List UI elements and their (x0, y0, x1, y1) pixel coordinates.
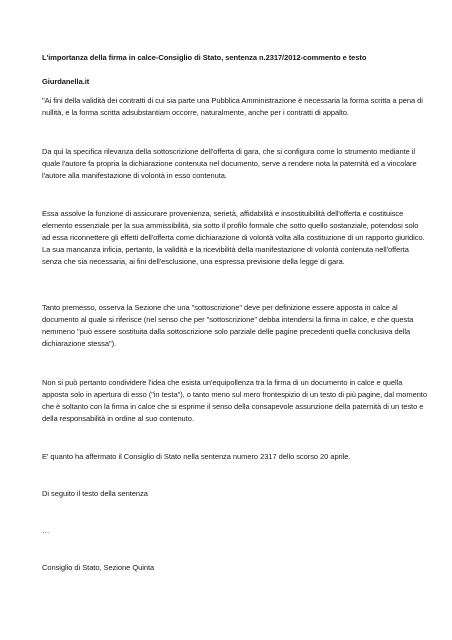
paragraph-7: Di seguito il testo della sentenza (42, 489, 148, 498)
paragraph-3: Essa assolve la funzione di assicurare provenienza, serietà, affidabilità e insostituibilità dell'offerta e costituisce elemento essenziale per la sua ammissibilità, sia sotto il profilo formale che sotto quello sostanziale, potendosi solo ad essa riconnettere gli effetti dell'offerta come dichiarazione di volontà volta alla costituzione di un rapporto giuridico. La sua mancanza inficia, pertanto, la validità e la ricevibilità della manifestazione di volontà contenuta nell'offerta senza che sia necessaria, ai fini dell'esclusione, una espressa previsione della legge di gara. (42, 209, 425, 266)
paragraph-1: "Ai fini della validità dei contratti di cui sia parte una Pubblica Amministrazione è necessaria la forma scritta a pena di nullità, e la forma scritta adsubstantiam occorre, naturalmente, anche per i contratti di appalto. (42, 96, 423, 117)
paragraph-8: Consiglio di Stato, Sezione Quinta (42, 563, 155, 572)
paragraph-4: Tanto premesso, osserva la Sezione che una "sottoscrizione" deve per definizione essere apposta in calce al documento al quale si riferisce (nel senso che per "sottoscrizione" debba intendersi la firma in calce, e che questa nemmeno "può essere sostituita dalla sottoscrizione solo parziale delle pagine precedenti quella conclusiva della dichiarazione stessa"). (42, 303, 414, 348)
document-source: Giurdanella.it (42, 77, 90, 86)
paragraph-ellipsis: … (42, 526, 50, 535)
document-title: L'importanza della firma in calce-Consiglio di Stato, sentenza n.2317/2012-commento e testo (42, 53, 367, 62)
paragraph-5: Non si può pertanto condividere l'idea che esista un'equipollenza tra la firma di un documento in calce e quella apposta solo in apertura di esso ("in testa"), o tanto meno sul mero frontespizio di un testo di più pagine, dal momento che è soltanto con la firma in calce che si esprime il senso della consapevole assunzione della paternità di un testo e della responsabilità in ordine al suo contenuto. (42, 378, 427, 423)
paragraph-6: E' quanto ha affermato il Consiglio di Stato nella sentenza numero 2317 dello scorso 20 aprile. (42, 452, 351, 461)
paragraph-2: Da qui la specifica rilevanza della sottoscrizione dell'offerta di gara, che si configura come lo strumento mediante il quale l'autore fa propria la dichiarazione contenuta nel documento, serve a rendere nota la paternità ed a vincolare l'autore alla manifestazione di volontà in esso contenuta. (42, 147, 417, 180)
